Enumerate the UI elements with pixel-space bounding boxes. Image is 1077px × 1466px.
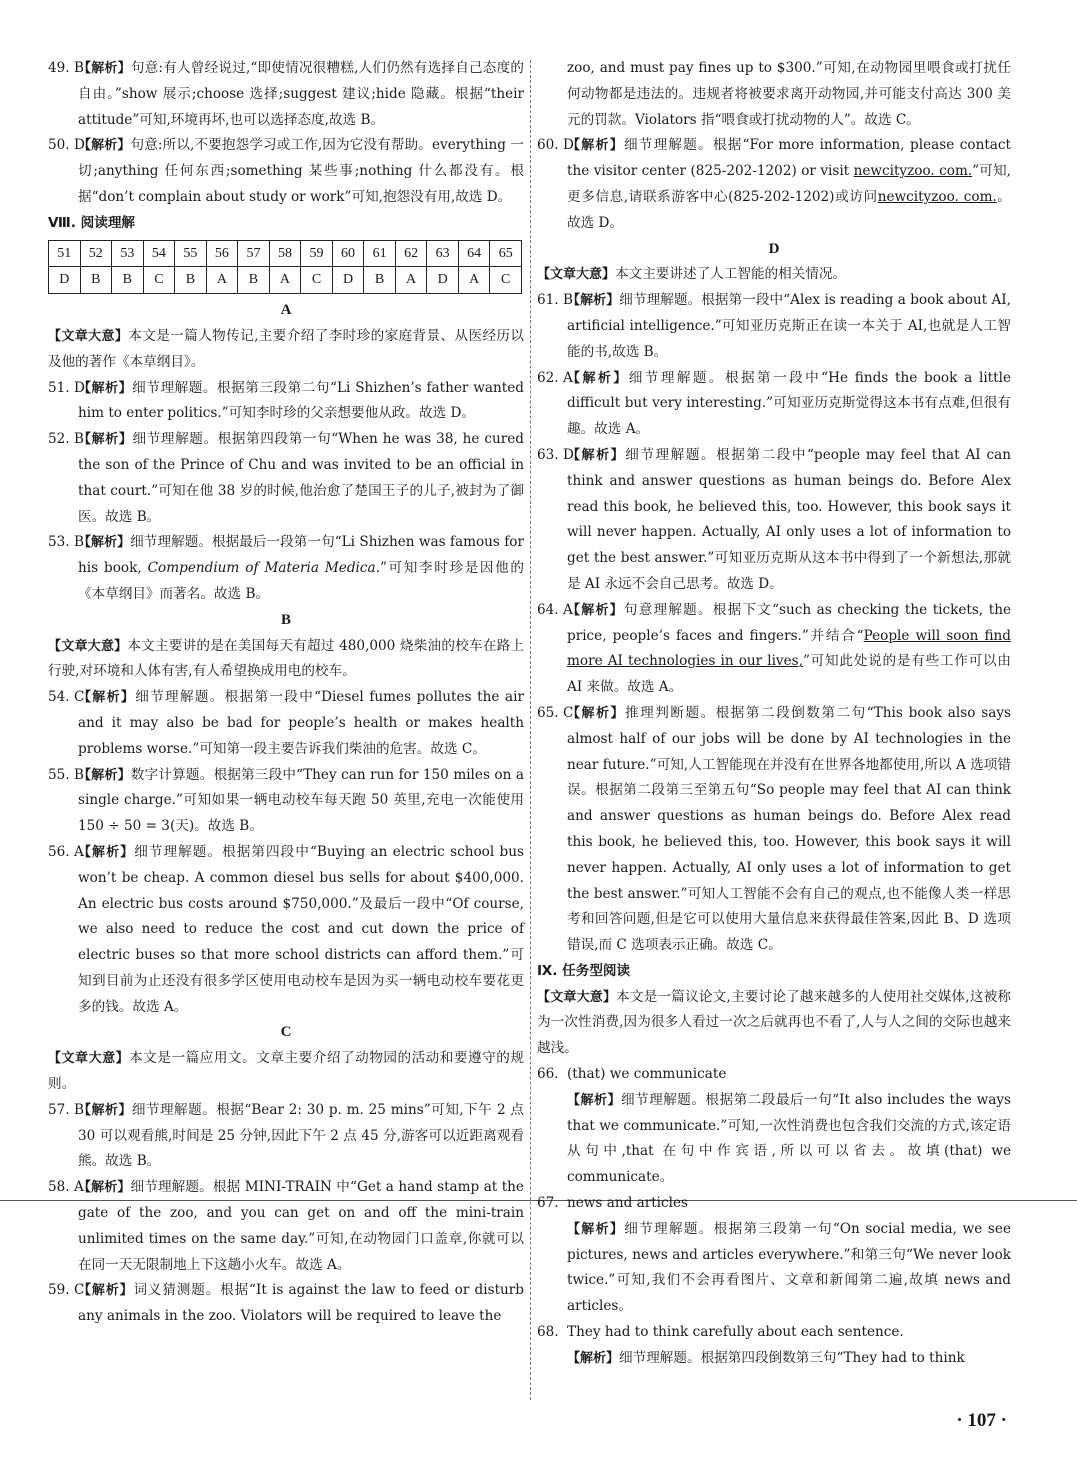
answer-table-answers xyxy=(49,267,522,294)
quoted-underlined: People will soon find more AI technologies in our lives, xyxy=(567,627,1011,670)
analysis-tag: 【解析】 xyxy=(78,535,131,551)
summary-text: 本文主要讲的是在美国每天有超过 480,000 烧柴油的校车在路上行驶,对环境和人体有害,有人希望换成用电的校车。 xyxy=(48,637,524,680)
answer-52 xyxy=(48,427,524,530)
table-question-number: 60 xyxy=(332,240,364,267)
analysis-text: 词义猜测题。根据“It is against the law to feed or disturb any animals in the zoo. Violators will be required to leave the xyxy=(78,1282,524,1325)
book-title: Compendium of Materia Medica xyxy=(147,560,376,577)
summary-c xyxy=(48,1046,524,1098)
analysis-text: 推理判断题。根据第二段倒数第二句“This book also says almost half of our jobs will be done by AI technologies in the near future.”可知,人工智能现在并没有在世界各地都使用,所以 A 选项错误。根据第二段第三至第五句“So people may feel that AI can think and answer questions as human beings do. Before Alex read this book, he believed this, too. However, this book says it will never happen. Actually, AI only uses a lot of information to get the best answer.”可知人工智能不会有自己的观点,也不能像人类一样思考和回答问题,但是它可以使用大量信息来获得最佳答案,因此 B、D 选项错误,而 C 选项表示正确。故选 C。 xyxy=(567,704,1011,954)
analysis-tag: 【解析】 xyxy=(567,602,624,618)
section-heading-reading: Ⅷ. 阅读理解 xyxy=(48,214,136,231)
analysis-tag: 【解析】 xyxy=(567,1350,620,1366)
answer-number: 66. xyxy=(537,1066,559,1083)
summary-d xyxy=(537,262,1011,288)
table-answer: B xyxy=(364,267,396,294)
table-answer: C xyxy=(143,267,175,294)
table-answer: D xyxy=(427,267,459,294)
analysis-text: 句意:有人曾经说过,“即使情况很糟糕,人们仍然有选择自己态度的自由。”show 展示;choose 选择;suggest 建议;hide 隐藏。根据“their attitude”可知,环境再坏,也可以选择态度,故选 B。 xyxy=(78,60,524,128)
analysis-tag: 【解析】 xyxy=(78,1180,131,1196)
analysis-tag: 【解析】 xyxy=(567,1221,625,1237)
answer-54 xyxy=(48,685,524,762)
table-answer: D xyxy=(332,267,364,294)
table-question-number: 53 xyxy=(112,240,144,267)
answer-56 xyxy=(48,840,524,1021)
table-answer: A xyxy=(269,267,301,294)
answer-59-continued: zoo, and must pay fines up to $300.”可知,在动物园里喂食或打扰任何动物都是违法的。违规者将被要求离开动物园,并可能支付高达 300 美元的罚款。Violators 指“喂食或打扰动物的人”。故选 C。 xyxy=(567,60,1011,128)
answer-65 xyxy=(537,701,1011,959)
table-question-number: 64 xyxy=(458,240,490,267)
analysis-text: ”可知,更多信息,请联系游客中心(825-202-1202)或访问 xyxy=(567,163,1011,205)
answer-number: 53. B xyxy=(48,534,84,551)
answer-60 xyxy=(537,133,1011,236)
answer-table xyxy=(48,240,522,295)
answer-64 xyxy=(537,598,1011,701)
analysis-tag: 【解析】 xyxy=(567,370,629,386)
table-question-number: 54 xyxy=(143,240,175,267)
passage-letter-a: A xyxy=(280,302,292,319)
summary-task xyxy=(537,985,1011,1062)
answer-number: 60. D xyxy=(537,137,574,154)
answer-67 xyxy=(537,1191,1011,1217)
table-answer: C xyxy=(301,267,333,294)
answer-fill: They had to think carefully about each sentence. xyxy=(567,1324,904,1341)
analysis-tag: 【解析】 xyxy=(78,1283,134,1299)
right-column xyxy=(537,56,1011,1372)
answer-66 xyxy=(537,1062,1011,1088)
table-question-number: 55 xyxy=(175,240,207,267)
table-answer: A xyxy=(458,267,490,294)
answer-fill: (that) we communicate xyxy=(567,1066,727,1083)
website-link: newcityzoo. com. xyxy=(877,188,997,205)
table-answer: B xyxy=(112,267,144,294)
table-question-number: 63 xyxy=(427,240,459,267)
passage-letter-b: B xyxy=(280,611,291,628)
analysis-text: 句意:所以,不要抱怨学习或工作,因为它没有帮助。everything 一切;anything 任何东西;something 某些事;nothing 什么都没有。根据“don’t complain about study or work”可知,抱怨没有用,故选 D。 xyxy=(78,137,524,205)
analysis-tag: 【解析】 xyxy=(78,432,133,448)
answer-58 xyxy=(48,1175,524,1278)
answer-63 xyxy=(537,443,1011,598)
summary-text: 本文主要讲述了人工智能的相关情况。 xyxy=(615,266,847,283)
analysis-tag: 【解析】 xyxy=(567,138,624,154)
analysis-text: 细节理解题。根据第三段第一句“On social media, we see pictures, news and articles everywhere.”和第三句“We never look twice.”可知,我们不会再看图片、文章和新闻第二遍,故填 news and articles。 xyxy=(567,1220,1011,1315)
section-heading-task-reading: Ⅸ. 任务型阅读 xyxy=(537,962,631,979)
answer-number: 51. D xyxy=(48,379,85,396)
table-answer: B xyxy=(238,267,270,294)
answer-61 xyxy=(537,288,1011,365)
answer-fill: news and articles xyxy=(567,1195,689,1212)
answer-number: 55. B xyxy=(48,766,84,783)
analysis-tag: 【解析】 xyxy=(78,690,136,706)
analysis-tag: 【解析】 xyxy=(567,447,626,463)
answer-table-numbers xyxy=(49,240,522,267)
analysis-tag: 【解析】 xyxy=(78,61,131,76)
answer-number: 61. B xyxy=(537,292,573,309)
answer-57 xyxy=(48,1098,524,1175)
analysis-text: 细节理解题。根据 MINI-TRAIN 中“Get a hand stamp at the gate of the zoo, and you can get on and off the mini-train unlimited times on the same day.”可知,在动物园门口盖章,你就可以在同一天无限制地上下这趟小火车。故选 A。 xyxy=(78,1179,524,1273)
table-answer: D xyxy=(49,267,81,294)
answer-number: 57. B xyxy=(48,1101,84,1118)
analysis-text: .”可知李时珍是因他的《本草纲目》而著名。故选 B。 xyxy=(78,560,524,602)
column-divider xyxy=(530,60,531,1400)
answer-number: 56. A xyxy=(48,843,84,860)
analysis-text: 细节理解题。根据最后一段第一句“Li Shizhen was famous for his book, xyxy=(78,534,524,577)
analysis-tag: 【解析】 xyxy=(567,705,626,721)
summary-tag: 【文章大意】 xyxy=(537,989,617,1005)
answer-68 xyxy=(537,1320,1011,1346)
table-question-number: 52 xyxy=(80,240,112,267)
table-question-number: 58 xyxy=(269,240,301,267)
analysis-text: 细节理解题。根据第四段第一句“When he was 38, he cured the son of the Prince of Chu and was invited to be an official in that court.”可知在他 38 岁的时候,他治愈了楚国王子的儿子,被封为了御医。故选 B。 xyxy=(78,431,524,525)
analysis-tag: 【解析】 xyxy=(78,844,135,860)
answer-number: 50. D xyxy=(48,137,85,154)
analysis-67 xyxy=(537,1217,1011,1320)
analysis-text: 细节理解题。根据“Bear 2: 30 p. m. 25 mins”可知,下午 2 点 30 可以观看熊,时间是 25 分钟,因此下午 2 点 45 分,游客可以近距离观看熊。故选 B。 xyxy=(78,1101,524,1170)
summary-tag: 【文章大意】 xyxy=(537,267,616,283)
answer-number: 62. A xyxy=(537,369,573,386)
answer-number: 64. A xyxy=(537,601,573,618)
page-number: · 107 · xyxy=(956,1410,1007,1431)
summary-text: 本文是一篇议论文,主要讨论了越来越多的人使用社交媒体,这被称为一次性消费,因为很多人看过一次之后就再也不看了,人与人之间的交际也越来越浅。 xyxy=(537,988,1011,1057)
answer-62 xyxy=(537,366,1011,443)
website-link: newcityzoo. com. xyxy=(853,163,973,180)
answer-number: 54. C xyxy=(48,689,85,706)
summary-text: 本文是一篇人物传记,主要介绍了李时珍的家庭背景、从医经历以及他的著作《本草纲目》。 xyxy=(48,327,524,370)
analysis-text: ”可知此处说的是有些工作可以由 AI 来做。故选 A。 xyxy=(567,653,1011,696)
table-question-number: 57 xyxy=(238,240,270,267)
analysis-text: 细节理解题。根据第四段中“Buying an electric school bus won’t be cheap. A common diesel bus sells for about $400,000. An electric bus costs around $750,000.”及最后一段中“Of course, we also need to reduce the cost and cut down the price of electric buses so that more school districts can afford them.”可知到目前为止还没有很多学区使用电动校车是因为买一辆电动校车要花更多的钱。故选 A。 xyxy=(78,843,524,1015)
analysis-text: 细节理解题。根据第二段最后一句“It also includes the ways that we communicate.”可知,一次性消费也包含我们交流的方式,该定语从句中,that 在句中作宾语,所以可以省去。故填(that) we communicate。 xyxy=(567,1091,1011,1186)
analysis-text: 句意理解题。根据下文“such as checking the tickets, the price, people’s faces and fingers.”并结合“ xyxy=(567,601,1011,644)
passage-letter-c: C xyxy=(280,1024,292,1041)
analysis-66 xyxy=(537,1088,1011,1191)
answer-55 xyxy=(48,763,524,840)
analysis-68 xyxy=(537,1346,1011,1372)
answer-number: 58. A xyxy=(48,1179,84,1196)
analysis-text: 。故选 D。 xyxy=(567,188,1012,231)
table-question-number: 61 xyxy=(364,240,396,267)
answer-number: 52. B xyxy=(48,431,84,448)
table-answer: B xyxy=(80,267,112,294)
answer-51 xyxy=(48,376,524,428)
table-question-number: 62 xyxy=(395,240,427,267)
analysis-tag: 【解析】 xyxy=(78,767,131,783)
table-answer: A xyxy=(206,267,238,294)
summary-text: 本文是一篇应用文。文章主要介绍了动物园的活动和要遵守的规则。 xyxy=(48,1050,524,1093)
answer-number: 63. D xyxy=(537,446,574,463)
analysis-tag: 【解析】 xyxy=(78,380,133,396)
summary-tag: 【文章大意】 xyxy=(48,638,128,654)
analysis-text: 细节理解题。根据第一段中“Alex is reading a book about AI, artificial intelligence.”可知亚历克斯正在读一本关于 AI,也就是人工智能的书,故选 B。 xyxy=(567,292,1011,360)
summary-b xyxy=(48,634,524,686)
analysis-tag: 【解析】 xyxy=(567,1092,621,1108)
answer-59 xyxy=(48,1278,524,1330)
answer-number: 68. xyxy=(537,1324,559,1341)
table-question-number: 65 xyxy=(490,240,522,267)
answer-number: 49. B xyxy=(48,60,84,76)
answer-number: 67. xyxy=(537,1195,559,1212)
analysis-tag: 【解析】 xyxy=(567,293,620,309)
table-answer: C xyxy=(490,267,522,294)
table-question-number: 56 xyxy=(206,240,238,267)
left-column xyxy=(48,56,524,1330)
analysis-text: 细节理解题。根据第一段中“Diesel fumes pollutes the air and it may also be bad for people’s health or makes health problems worse.”可知第一段主要告诉我们柴油的危害。故选 C。 xyxy=(78,689,524,757)
analysis-text: 数字计算题。根据第三段中“They can run for 150 miles on a single charge.”可知如果一辆电动校车每天跑 50 英里,充电一次能使用 150 ÷ 50 = 3(天)。故选 B。 xyxy=(78,766,524,835)
table-question-number: 59 xyxy=(301,240,333,267)
analysis-text: 细节理解题。根据第三段第二句“Li Shizhen’s father wanted him to enter politics.”可知李时珍的父亲想要他从政。故选 D。 xyxy=(78,379,524,422)
summary-tag: 【文章大意】 xyxy=(48,1051,130,1067)
analysis-text: 细节理解题。根据第四段倒数第三句“They had to think xyxy=(619,1349,965,1366)
analysis-tag: 【解析】 xyxy=(78,1102,132,1118)
table-answer: A xyxy=(395,267,427,294)
analysis-text: 细节理解题。根据第一段中“He finds the book a little difficult but very interesting.”可知亚历克斯觉得这本书有点难,但很有趣。故选 A。 xyxy=(567,369,1011,438)
answer-number: 59. C xyxy=(48,1282,85,1299)
answer-49 xyxy=(48,56,524,133)
table-answer: B xyxy=(175,267,207,294)
analysis-text: 细节理解题。根据“For more information, please contact the visitor center (825-202-1202) or visit xyxy=(567,137,1011,180)
summary-a xyxy=(48,324,524,376)
passage-letter-d: D xyxy=(768,240,780,257)
answer-50 xyxy=(48,133,524,210)
answer-number: 65. C xyxy=(537,704,574,721)
analysis-tag: 【解析】 xyxy=(78,138,131,154)
analysis-text: 细节理解题。根据第二段中“people may feel that AI can think and answer questions as human beings do. Before Alex read this book, he believed this, too. However, this book says it will never happen. Actually, AI only uses a lot of information to get the best answer.”可知亚历克斯从这本书中得到了一个新想法,那就是 AI 永远不会自己思考。故选 D。 xyxy=(567,446,1011,592)
table-question-number: 51 xyxy=(49,240,81,267)
answer-53 xyxy=(48,530,524,607)
summary-tag: 【文章大意】 xyxy=(48,328,129,344)
